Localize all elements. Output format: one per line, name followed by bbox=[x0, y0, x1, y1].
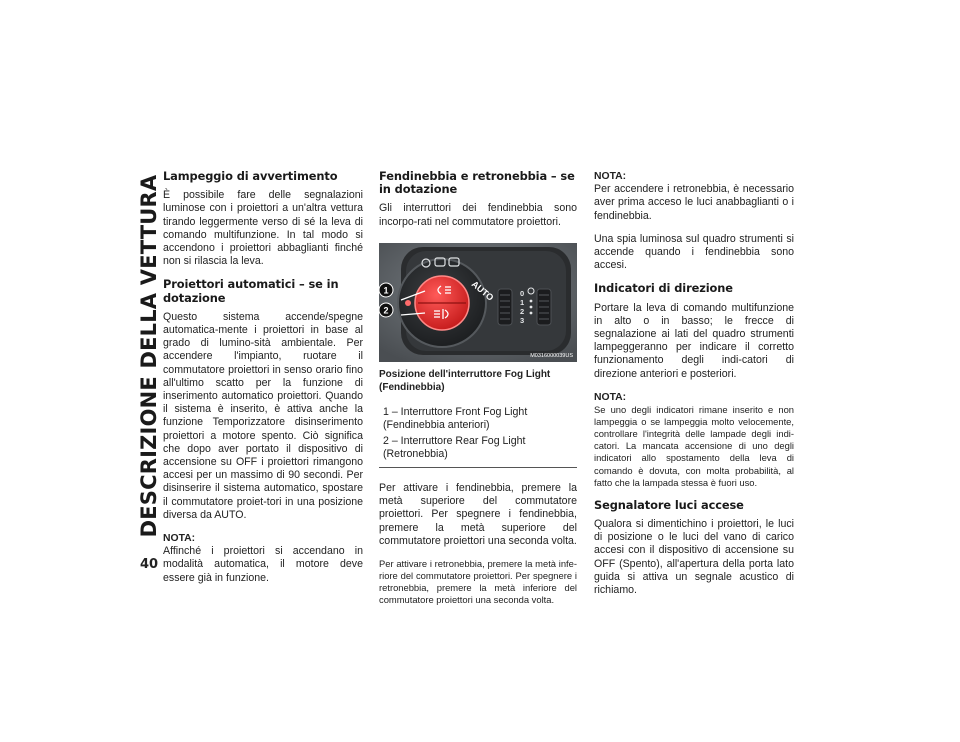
headlight-switch-illustration bbox=[379, 243, 577, 362]
callout-2: 2 bbox=[383, 305, 389, 316]
callout-1: 1 bbox=[383, 285, 389, 296]
heading-lights-on-chime: Segnalatore luci accese bbox=[594, 497, 744, 512]
fog-light-switch-figure bbox=[379, 243, 577, 362]
section-title-vertical: DESCRIZIONE DELLA VETTURA bbox=[137, 174, 161, 538]
paragraph-turn-signals: Portare la leva di comando multifunzione in alto o in basso; le frecce di segnalazione ai lati del quadro strumenti lampeggeranno per indicare il corretto funzionamento degli indi-catori di direzione anteriori e posteriori. bbox=[594, 301, 794, 380]
paragraph-fog-indicator: Una spia luminosa sul quadro strumenti si accende quando i fendinebbia sono accesi. bbox=[594, 232, 794, 272]
figure-caption: Posizione dell'interruttore Fog Light (Fendinebbia) bbox=[379, 368, 551, 394]
note-title: NOTA: bbox=[594, 171, 627, 182]
figure-legend bbox=[379, 400, 577, 468]
note-title: NOTA: bbox=[163, 533, 196, 545]
paragraph-front-fog-usage: Per attivare i fendinebbia, premere la metà superiore del commutatore proiettori. Per spegnere i fendinebbia, premere la metà superiore del commutatore proiettori una seconda volta. bbox=[379, 482, 577, 547]
note-rear-fog: Per accendere i retronebbia, è necessario aver prima acceso le luci anabbaglianti o i fendinebbia. bbox=[594, 183, 794, 222]
dial-number-1: 1 bbox=[520, 297, 525, 307]
figure-code: M0316000039US bbox=[530, 352, 573, 359]
note-turn-signals: Se uno degli indicatori rimane inserito e non lampeggia o se lampeggia molto velocemente, controllare l'integrità delle lampade degli indi-catori. La mancata accensione di uno degli indicatori allo spostamento della leva di comando è dovuta, con molta probabilità, al fatto che la lampada stessa è fuori uso. bbox=[594, 404, 794, 488]
paragraph-rear-fog-usage: Per attivare i retronebbia, premere la metà infe-riore del commutatore proiettori. Per spegnere i retronebbia, premere la metà inferiore del commutatore proiettori una seconda volta. bbox=[379, 558, 577, 606]
heading-warning-flash: Lampeggio di avvertimento bbox=[163, 169, 338, 183]
dial-number-0: 0 bbox=[520, 288, 525, 298]
section-side-tab bbox=[136, 156, 162, 552]
paragraph-warning-flash: È possibile fare delle segnalazioni luminose con i proiettori a un'altra vettura tirando leggermente verso di sé la leva di comando multifunzione. In tal modo si accendono i proiettori abbaglianti finché non si rilascia la leva. bbox=[163, 189, 363, 268]
paragraph-auto-headlights: Questo sistema accende/spegne automatica-mente i proiettori in base al grado di lumino-sità ambientale. Per accendere l'impianto, ruotare il commutatore proiettori in senso orario fino all'ultimo scatto per la funzione di inserimento automatico proiettori. Quando il sistema è inserito, è attiva anche la funzione Temporizzatore disinserimento proiettori a motore spento. Ciò significa che dopo aver portato il dispositivo di accensione su OFF i proiettori rimangono accesi per un massimo di 90 secondi. Per disinserire il sistema automatico, spostare il commutatore proiet-tori in una posizione diversa da AUTO. bbox=[163, 310, 363, 521]
dial-number-3: 3 bbox=[520, 315, 525, 325]
column-2 bbox=[379, 170, 577, 616]
heading-fog-lights: Fendinebbia e retronebbia – se in dotazione bbox=[379, 169, 575, 197]
column-3 bbox=[594, 170, 794, 607]
paragraph-fog-intro: Gli interruttori dei fendinebbia sono incorpo-rati nel commutatore proiettori. bbox=[379, 202, 577, 228]
heading-turn-signals: Indicatori di direzione bbox=[594, 281, 733, 296]
note-title: NOTA: bbox=[594, 391, 627, 403]
paragraph-lights-on-chime: Qualora si dimentichino i proiettori, le luci di posizione o le luci del vano di carico accesi con il dispositivo di accensione su OFF (Spento), all'apertura della porta lato guida si attiva un segnale acustico di richiamo. bbox=[594, 517, 794, 596]
legend-item-2: 2 – Interruttore Rear Fog Light (Retronebbia) bbox=[383, 434, 526, 460]
legend-item-1: 1 – Interruttore Front Fog Light (Fendinebbia anteriori) bbox=[383, 406, 528, 432]
heading-auto-headlights: Proiettori automatici – se in dotazione bbox=[163, 277, 339, 305]
dial-number-2: 2 bbox=[520, 306, 525, 316]
column-1 bbox=[163, 170, 363, 595]
auto-label: AUTO bbox=[469, 278, 496, 303]
note-auto-headlights: Affinché i proiettori si accendano in modalità automatica, il motore deve essere già in funzione. bbox=[163, 545, 363, 584]
page-number: 40 bbox=[140, 557, 159, 572]
